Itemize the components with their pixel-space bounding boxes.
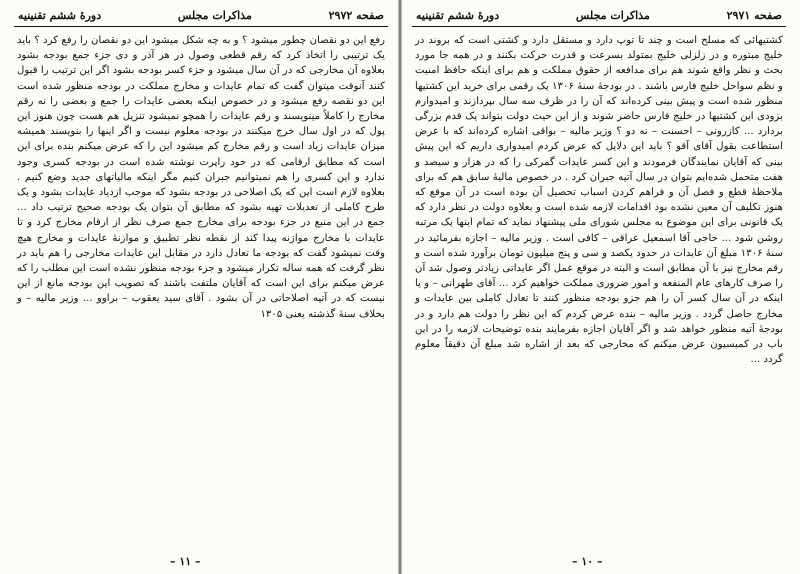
right-header-session: دورهٔ ششم تقنینیه [416, 9, 500, 22]
left-running-head [14, 8, 388, 27]
left-page [0, 0, 398, 574]
right-running-head [412, 8, 786, 27]
left-header-title: مذاکرات مجلس [177, 9, 252, 22]
right-header-title: مذاکرات مجلس [575, 9, 650, 22]
right-body-text [412, 33, 786, 543]
right-body-paragraph: کشتیهائی که مسلح است و چند تا توپ دارد و مستقل دارد و کشتی است که بروند در خلیج مبتوره و در زلزلی خلیج بمتولد بسرعت و قدرت حرکت بکنند و در همه جا مورد بحث و نظر واقع شوند هم برای مدافعه از حقوق مملکت و هم برای اینکه حافظ امنیت و نظم سواحل خلیج فارس باشند . در بودجهٔ سنهٔ ۱۳۰۶ یک رقمی برای خرید این کشتیها منظور شده است و پیش بینی کرده‌اند که آن را در ظرف سه سال بپردازند و امیدوارم بزودی این کشتیها در خلیج فارس حاضر شوند و از این حیث دولت بتواند یک قدم بزرگی بردارد ... کازرونی – احسنت – نه دو ؟ وزیر مالیه – بواقی اشاره کرده‌اند که با عرض استطاعت بقول آقای آقو ؟ باید این دلایل که عرض کردم امیدواری داریم که این پیش بینی که آقایان نمایندگان فرمودند و این کسر عایدات گمرکی را که در هزار و سیصد و هفت متحمل شده‌ایم بتوان در سال آتیه جبران کرد . در خصوص مالیهٔ سابق هم که برای ملاحظهٔ قطع و فصل آن و فراهم کردن اسباب تحصیل آن بوده است در آن موقع که هنوز تکلیف آن معین نشده بود اقدامات لازمه شده است و بعلاوه دولت در نظر دارد که یک قانونی برای این موضوع به مجلس شورای ملی پیشنهاد نماید که تمام اینها یک مرتبه روشن شود ... حاجی آقا اسمعیل عراقی – کافی است . وزیر مالیه – اجازه بفرمائید در سنهٔ ۱۳۰۶ مبلغ آن عایدات در حدود یکصد و سی و پنج میلیون تومان برآورد شده است و رقم مخارج نیز با آن مطابق است و البته در موقع عمل اگر عایداتی زیادتر وصول شد آن را صرف کارهای عام المنفعه و امور ضروری مملکت خواهیم کرد ... آقای طهرانی – و یا اینکه در آن سال کسر آن را هم جزو بودجه منظور کنند تا تعادل کاملی بین عایدات و مخارج حاصل گردد . وزیر مالیه – بنده عرض کردم که این نظر را دولت هم دارد و در بودجهٔ آتیه منظور خواهد شد و اگر آقایان اجازه بفرمایند بنده توضیحات لازمه را در این باب در کمیسیون عرض میکنم که مخارجی که بعد از اشاره شد مبلغ آن دقیقاً معلوم گردد ... [415, 35, 784, 366]
left-folio: – ۱۱ – [170, 555, 201, 568]
right-folio: – ۱۰ – [572, 555, 603, 568]
right-header-page-label: صفحه ۲۹۷۱ [726, 9, 782, 22]
left-body-paragraph: رفع این دو نقصان چطور میشود ؟ و به چه شکل میشود این دو نقصان را رفع کرد ؟ باید یک ترتیبی را اتخاذ کرد که رقم قطعی وصول در هر آذر و دی جزء جمع بودجه بشود بعلاوه آن مخارجی که در آن سال میشود و جزء کسر بودجه بشود اگر این ترتیب را قبول کنند آنوقت میتوان گفت که تمام عایدات و مخارج مملکت در بودجه منظور شده است این دو نقصه رفع میشود و در خصوص اینکه بعضی عایدات را جمع و بعضی را نه رقم مخارج را کاملاً مینویسند و رقم عایدات را همچو نمیشود تنزیل هم هست چون هنوز این پول که در اول سال خرج میکنند در بودجه معلوم نیست و اگر اینها را بنویسند همیشه میزان عایدات زیاد است و رقم مخارج کم میشود این را که عرض میکنم بنده برای این است که مطابق ارقامی که در خود راپرت نوشته شده است در بودجه کسری وجود ندارد و این کسری را هم نمیتوانیم جبران کنیم مگر اینکه مالیاتهای جدید وضع کنیم . بعلاوه لازم است این که یک اصلاحی در بودجه بشود که موجب ازدیاد عایدات بشود و یک طرح کاملی از تعدیلات تهیه بشود که مطابق آن بتوان یک بودجه صحیح ترتیب داد ... جمع در این منبع در جزء بودجه برای مخارج جمع صرف نظر از ارقام مخارج کرد و تا عایدات با مخارج موازنه پیدا کند از نقطه نظر تطبیق و موازنهٔ عایدات و مخارج هیچ وقت نمیشود گفت که بودجه ما تعادل دارد در مقابل این عایدات مخارجی را هم باید در نظر گرفت که همه ساله تکرار میشود و جزء بودجه منظور نشده است این مطلب را که عرض میکنم برای این است که آقایان ملتفت باشند که تصویب این بودجه مانع از این نیست که در آتیه اصلاحاتی در آن بشود . آقای سید یعقوب – براوو ... وزیر مالیه – و بخلاف سنهٔ گذشته یعنی ۱۳۰۵ [17, 35, 385, 320]
left-header-session: دورهٔ ششم تقنینیه [18, 9, 102, 22]
left-body-text [14, 33, 388, 543]
left-header-page-label: صفحه ۲۹۷۲ [328, 9, 384, 22]
right-page [402, 0, 800, 574]
